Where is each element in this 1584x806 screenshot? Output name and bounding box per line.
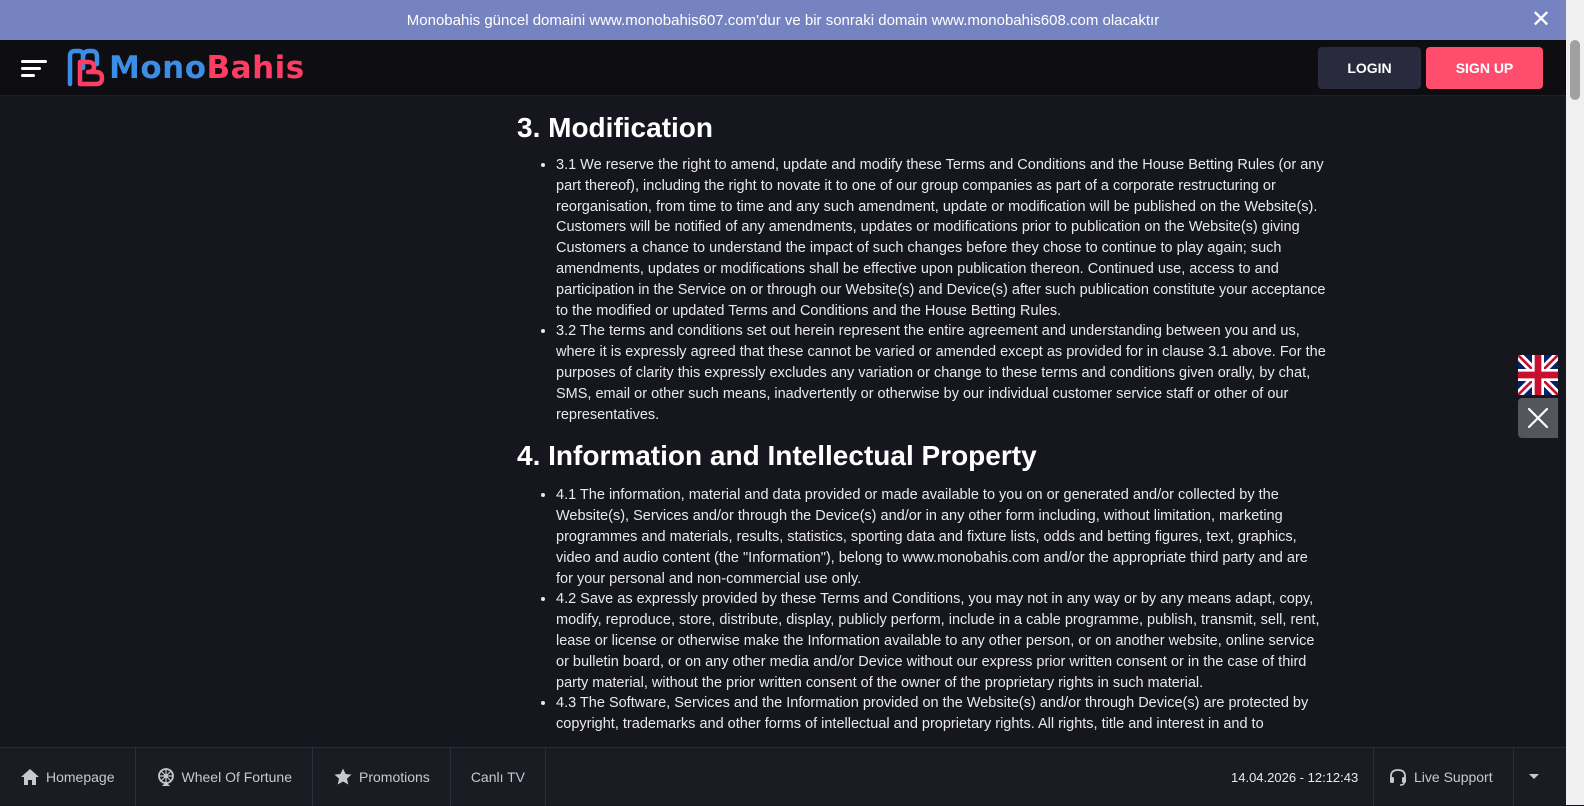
- login-button[interactable]: LOGIN: [1318, 47, 1421, 89]
- clock-datetime: 14.04.2026 - 12:12:43: [1231, 769, 1359, 785]
- site-header: [0, 40, 1566, 96]
- section-3-heading: 3. Modification: [517, 112, 713, 143]
- section-4-list: [556, 485, 1327, 735]
- nav-promotions[interactable]: [313, 748, 451, 806]
- hamburger-menu-icon[interactable]: [21, 58, 47, 78]
- list-item: • 4.1 The information, material and data provided or made available to you on or generated and/or collected by the Website(s), Services and/or through the Device(s) and/or in any other form including, without limitation, marketing programmes and materials, results, statistics, sporting data and fixture lists, odds and betting figures, text, graphics, video and audio content (the "Information"), belong to www.monobahis.com and/or the appropriate third party and are for your personal and non-commercial use only.: [556, 485, 1327, 589]
- nav-wheel-label: Wheel Of Fortune: [181, 768, 292, 785]
- star-icon: [333, 767, 353, 787]
- language-close-icon[interactable]: [1518, 398, 1558, 438]
- announcement-text: Monobahis güncel domaini www.monobahis607.com'dur ve bir sonraki domain www.monobahis608.com olacaktır: [406, 11, 1160, 29]
- logo-text-mono: Mono: [109, 50, 207, 86]
- logo-mark-icon: [66, 48, 106, 88]
- scrollbar-thumb[interactable]: [1570, 40, 1580, 100]
- nav-canli-tv[interactable]: [451, 748, 546, 806]
- section-4-heading: 4. Information and Intellectual Property: [517, 440, 1037, 472]
- list-item: • 4.3 The Software, Services and the Information provided on the Website(s) and/or through Device(s) are protected by copyright, trademarks and other forms of intellectual and proprietary rights. All rights, title and interest in and to: [556, 693, 1327, 735]
- home-icon: [20, 767, 40, 787]
- nav-homepage-label: Homepage: [46, 768, 115, 785]
- list-item: • 3.1 We reserve the right to amend, update and modify these Terms and Conditions and the House Betting Rules (or any part thereof), including the right to novate it to one of our group companies as part of a corporate restructuring or reorganisation, from time to time and any such amendment, update or modification will be published on the Website(s). Customers will be notified of any amendments, updates or modifications prior to publication on the Website(s) giving Customers a chance to understand the impact of such changes before they chose to continue to play again; such amendments, updates or modifications shall be effective upon publication thereon. Continued use, access to and participation in the Service on or through our Website(s) and Device(s) after such publication constitute your acceptance to the modified or updated Terms and Conditions and the House Betting Rules.: [556, 155, 1327, 321]
- site-logo[interactable]: [66, 46, 305, 90]
- list-item: • 4.2 Save as expressly provided by these Terms and Conditions, you may not in any way or by any means adapt, copy, modify, reproduce, store, distribute, display, publicly perform, include in a cable programme, publish, transmit, sell, rent, lease or license or otherwise make the Information available to any other person, or on another website, online service or bulletin board, or on any other media and/or Device without our express prior written consent or in the case of third party material, without the prior written consent of the owner of the proprietary rights in such material.: [556, 589, 1327, 693]
- expand-chevron-down-icon[interactable]: [1513, 748, 1553, 806]
- announcement-bar: [0, 0, 1566, 40]
- bottom-nav-bar: [0, 747, 1566, 805]
- nav-wheel-of-fortune[interactable]: [136, 748, 314, 806]
- logo-text: [109, 50, 305, 86]
- nav-canli-tv-label: Canlı TV: [470, 768, 526, 785]
- announcement-close-icon[interactable]: ✕: [1530, 5, 1552, 33]
- uk-flag-icon[interactable]: [1518, 355, 1558, 395]
- nav-homepage[interactable]: [0, 748, 136, 806]
- live-support-button[interactable]: [1373, 748, 1513, 806]
- section-3-list: [556, 155, 1327, 425]
- nav-promotions-label: Promotions: [359, 768, 430, 785]
- terms-content: [517, 96, 1327, 747]
- scrollbar-track[interactable]: [1566, 0, 1584, 805]
- logo-text-bahis: Bahis: [206, 50, 305, 86]
- headset-icon: [1388, 767, 1408, 787]
- live-support-label: Live Support: [1414, 769, 1493, 785]
- list-item: • 3.2 The terms and conditions set out herein represent the entire agreement and understanding between you and us, where it is expressly agreed that these cannot be varied or amended except as provided for in clause 3.1 above. For the purposes of clarity this expressly excludes any variation or change to these terms and conditions given orally, by chat, SMS, email or other such means, inadvertently or otherwise by our individual customer service staff or other of our representatives.: [556, 321, 1327, 425]
- signup-button[interactable]: SIGN UP: [1426, 47, 1543, 89]
- wheel-icon: [156, 767, 176, 787]
